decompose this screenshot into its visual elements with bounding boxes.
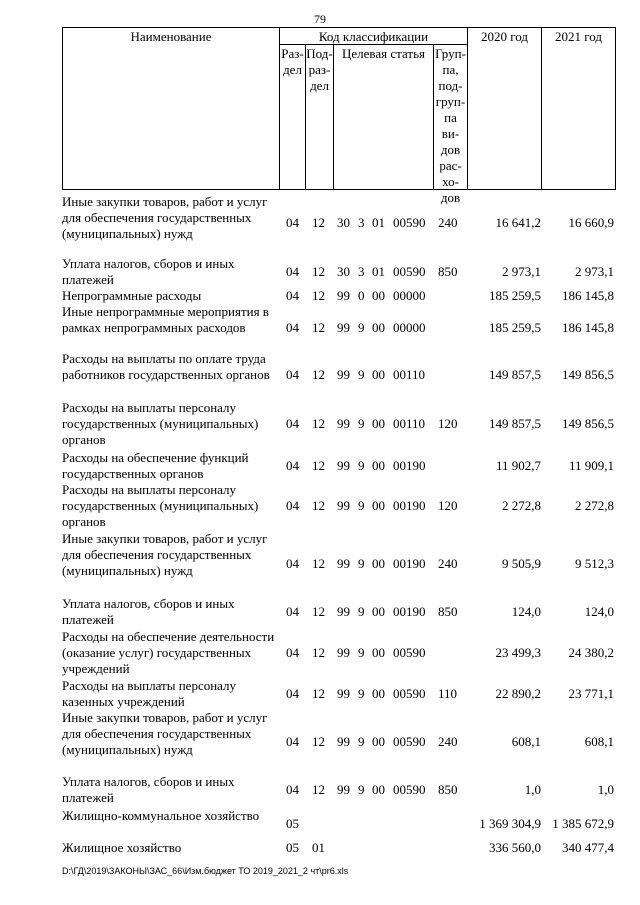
value-2021: 1 385 672,9 bbox=[552, 816, 614, 831]
target-event-cell: 00 bbox=[372, 498, 385, 513]
target-program-cell: 99 bbox=[337, 320, 350, 335]
target-subprogram-cell: 9 bbox=[358, 416, 365, 431]
target-event-cell: 00 bbox=[372, 734, 385, 749]
target-program-cell: 99 bbox=[337, 367, 350, 382]
expense-type-cell: 850 bbox=[438, 264, 458, 279]
razdel-cell: 05 bbox=[286, 816, 299, 831]
target-event-cell: 00 bbox=[372, 458, 385, 473]
razdel-cell: 04 bbox=[286, 264, 299, 279]
target-direction-cell: 00190 bbox=[393, 498, 426, 513]
target-program-cell: 99 bbox=[337, 556, 350, 571]
value-2020: 16 641,2 bbox=[495, 215, 541, 230]
divider bbox=[541, 27, 542, 190]
row-name: Уплата налогов, сборов и иных платежей bbox=[62, 774, 235, 805]
header-2021: 2021 год bbox=[555, 29, 602, 44]
value-2021: 340 477,4 bbox=[562, 840, 614, 855]
expense-type-cell: 850 bbox=[438, 604, 458, 619]
row-name: Жилищно-коммунальное хозяйство bbox=[62, 808, 260, 823]
divider bbox=[467, 27, 468, 190]
target-subprogram-cell: 3 bbox=[358, 215, 365, 230]
target-direction-cell: 00590 bbox=[393, 734, 426, 749]
razdel-cell: 04 bbox=[286, 782, 299, 797]
row-name: Иные закупки товаров, работ и услуг для обеспечения государственных (муниципальных) нужд bbox=[62, 710, 268, 757]
value-2021: 16 660,9 bbox=[568, 215, 614, 230]
file-path-footer: D:\ГД\2019\ЗАКОНЫ\ЗАС_66\Изм.бюджет ТО 2019_2021_2 чт\pr6.xls bbox=[62, 866, 349, 876]
header-podrazdel: Под- раз- дел bbox=[306, 46, 333, 93]
value-2021: 608,1 bbox=[584, 734, 614, 749]
value-2020: 2 272,8 bbox=[502, 498, 541, 513]
row-name: Расходы на обеспечение деятельности (оказание услуг) государственных учреждений bbox=[62, 629, 275, 676]
row-name: Иные закупки товаров, работ и услуг для обеспечения государственных (муниципальных) нужд bbox=[62, 531, 268, 578]
row-name: Уплата налогов, сборов и иных платежей bbox=[62, 596, 235, 627]
value-2020: 336 560,0 bbox=[489, 840, 541, 855]
row-name: Уплата налогов, сборов и иных платежей bbox=[62, 256, 235, 287]
target-direction-cell: 00190 bbox=[393, 556, 426, 571]
target-event-cell: 00 bbox=[372, 686, 385, 701]
header-bottom-border bbox=[62, 189, 615, 190]
razdel-cell: 04 bbox=[286, 604, 299, 619]
expense-type-cell: 240 bbox=[438, 556, 458, 571]
value-2020: 9 505,9 bbox=[502, 556, 541, 571]
target-program-cell: 99 bbox=[337, 458, 350, 473]
podrazdel-cell: 12 bbox=[312, 686, 325, 701]
value-2020: 23 499,3 bbox=[495, 645, 541, 660]
target-direction-cell: 00110 bbox=[393, 367, 426, 382]
divider bbox=[615, 27, 616, 190]
target-event-cell: 01 bbox=[372, 264, 385, 279]
podrazdel-cell: 12 bbox=[312, 734, 325, 749]
razdel-cell: 04 bbox=[286, 320, 299, 335]
value-2021: 9 512,3 bbox=[575, 556, 614, 571]
page-number: 79 bbox=[314, 12, 326, 26]
target-event-cell: 00 bbox=[372, 416, 385, 431]
podrazdel-cell: 12 bbox=[312, 416, 325, 431]
target-subprogram-cell: 9 bbox=[358, 320, 365, 335]
razdel-cell: 04 bbox=[286, 734, 299, 749]
target-subprogram-cell: 9 bbox=[358, 367, 365, 382]
target-program-cell: 99 bbox=[337, 645, 350, 660]
target-program-cell: 99 bbox=[337, 498, 350, 513]
target-program-cell: 99 bbox=[337, 416, 350, 431]
target-direction-cell: 00190 bbox=[393, 604, 426, 619]
row-name: Непрограммные расходы bbox=[62, 288, 202, 303]
razdel-cell: 05 bbox=[286, 840, 299, 855]
row-name: Расходы на выплаты персоналу государственных (муниципальных) органов bbox=[62, 482, 259, 529]
header-target: Целевая статья bbox=[341, 46, 425, 61]
target-event-cell: 00 bbox=[372, 556, 385, 571]
header-group: Груп- па, под- груп- па ви- дов рас- хо- дов bbox=[435, 46, 466, 205]
target-event-cell: 01 bbox=[372, 215, 385, 230]
row-name: Иные непрограммные мероприятия в рамках непрограммных расходов bbox=[62, 304, 269, 335]
value-2020: 11 902,7 bbox=[495, 458, 541, 473]
podrazdel-cell: 12 bbox=[312, 604, 325, 619]
target-program-cell: 30 bbox=[337, 215, 350, 230]
value-2021: 11 909,1 bbox=[568, 458, 614, 473]
row-name: Расходы на выплаты персоналу казенных учреждений bbox=[62, 678, 237, 709]
target-event-cell: 00 bbox=[372, 645, 385, 660]
expense-type-cell: 240 bbox=[438, 215, 458, 230]
podrazdel-cell: 12 bbox=[312, 367, 325, 382]
row-name: Жилищное хозяйство bbox=[62, 840, 182, 855]
razdel-cell: 04 bbox=[286, 215, 299, 230]
value-2021: 149 856,5 bbox=[562, 416, 614, 431]
row-name: Расходы на выплаты по оплате труда работников государственных органов bbox=[62, 351, 270, 382]
razdel-cell: 04 bbox=[286, 498, 299, 513]
target-subprogram-cell: 9 bbox=[358, 498, 365, 513]
target-event-cell: 00 bbox=[372, 367, 385, 382]
target-event-cell: 00 bbox=[372, 320, 385, 335]
value-2021: 24 380,2 bbox=[568, 645, 614, 660]
target-subprogram-cell: 9 bbox=[358, 782, 365, 797]
razdel-cell: 04 bbox=[286, 458, 299, 473]
header-razdel: Раз- дел bbox=[281, 46, 304, 77]
podrazdel-cell: 12 bbox=[312, 645, 325, 660]
value-2020: 149 857,5 bbox=[489, 416, 541, 431]
podrazdel-cell: 12 bbox=[312, 264, 325, 279]
header-top-border bbox=[62, 27, 615, 28]
row-name: Расходы на выплаты персоналу государственных (муниципальных) органов bbox=[62, 400, 259, 447]
razdel-cell: 04 bbox=[286, 288, 299, 303]
podrazdel-cell: 12 bbox=[312, 782, 325, 797]
target-direction-cell: 00590 bbox=[393, 215, 426, 230]
expense-type-cell: 120 bbox=[438, 416, 458, 431]
target-direction-cell: 00590 bbox=[393, 686, 426, 701]
value-2020: 608,1 bbox=[511, 734, 541, 749]
target-direction-cell: 00590 bbox=[393, 645, 426, 660]
expense-type-cell: 850 bbox=[438, 782, 458, 797]
podrazdel-cell: 12 bbox=[312, 288, 325, 303]
target-program-cell: 99 bbox=[337, 604, 350, 619]
target-direction-cell: 00000 bbox=[393, 288, 426, 303]
target-direction-cell: 00590 bbox=[393, 264, 426, 279]
target-program-cell: 99 bbox=[337, 288, 350, 303]
value-2020: 1 369 304,9 bbox=[479, 816, 541, 831]
divider bbox=[333, 44, 334, 190]
header-2020: 2020 год bbox=[481, 29, 528, 44]
value-2021: 23 771,1 bbox=[568, 686, 614, 701]
podrazdel-cell: 12 bbox=[312, 498, 325, 513]
row-name: Расходы на обеспечение функций государственных органов bbox=[62, 450, 249, 481]
target-program-cell: 99 bbox=[337, 686, 350, 701]
value-2021: 186 145,8 bbox=[562, 320, 614, 335]
target-direction-cell: 00110 bbox=[393, 416, 426, 431]
value-2020: 22 890,2 bbox=[495, 686, 541, 701]
razdel-cell: 04 bbox=[286, 556, 299, 571]
razdel-cell: 04 bbox=[286, 416, 299, 431]
target-subprogram-cell: 9 bbox=[358, 686, 365, 701]
value-2021: 2 272,8 bbox=[575, 498, 614, 513]
target-direction-cell: 00190 bbox=[393, 458, 426, 473]
target-program-cell: 30 bbox=[337, 264, 350, 279]
target-subprogram-cell: 9 bbox=[358, 734, 365, 749]
value-2020: 1,0 bbox=[524, 782, 541, 797]
target-subprogram-cell: 9 bbox=[358, 645, 365, 660]
value-2021: 124,0 bbox=[584, 604, 614, 619]
value-2020: 124,0 bbox=[511, 604, 541, 619]
divider bbox=[62, 27, 63, 190]
target-program-cell: 99 bbox=[337, 782, 350, 797]
podrazdel-cell: 12 bbox=[312, 458, 325, 473]
target-direction-cell: 00000 bbox=[393, 320, 426, 335]
value-2020: 185 259,5 bbox=[489, 320, 541, 335]
razdel-cell: 04 bbox=[286, 367, 299, 382]
target-subprogram-cell: 9 bbox=[358, 458, 365, 473]
row-name: Иные закупки товаров, работ и услуг для обеспечения государственных (муниципальных) нужд bbox=[62, 194, 268, 241]
target-subprogram-cell: 9 bbox=[358, 604, 365, 619]
value-2020: 2 973,1 bbox=[502, 264, 541, 279]
podrazdel-cell: 01 bbox=[312, 840, 325, 855]
value-2020: 149 857,5 bbox=[489, 367, 541, 382]
razdel-cell: 04 bbox=[286, 645, 299, 660]
expense-type-cell: 120 bbox=[438, 498, 458, 513]
target-direction-cell: 00590 bbox=[393, 782, 426, 797]
podrazdel-cell: 12 bbox=[312, 556, 325, 571]
target-program-cell: 99 bbox=[337, 734, 350, 749]
value-2021: 186 145,8 bbox=[562, 288, 614, 303]
target-subprogram-cell: 3 bbox=[358, 264, 365, 279]
target-event-cell: 00 bbox=[372, 782, 385, 797]
value-2021: 2 973,1 bbox=[575, 264, 614, 279]
header-code: Код классификации bbox=[318, 29, 429, 44]
target-event-cell: 00 bbox=[372, 288, 385, 303]
podrazdel-cell: 12 bbox=[312, 215, 325, 230]
target-subprogram-cell: 9 bbox=[358, 556, 365, 571]
target-event-cell: 00 bbox=[372, 604, 385, 619]
value-2021: 149 856,5 bbox=[562, 367, 614, 382]
razdel-cell: 04 bbox=[286, 686, 299, 701]
value-2021: 1,0 bbox=[597, 782, 614, 797]
expense-type-cell: 240 bbox=[438, 734, 458, 749]
expense-type-cell: 110 bbox=[438, 686, 458, 701]
header-name: Наименование bbox=[130, 29, 212, 44]
target-subprogram-cell: 0 bbox=[358, 288, 365, 303]
value-2020: 185 259,5 bbox=[489, 288, 541, 303]
podrazdel-cell: 12 bbox=[312, 320, 325, 335]
